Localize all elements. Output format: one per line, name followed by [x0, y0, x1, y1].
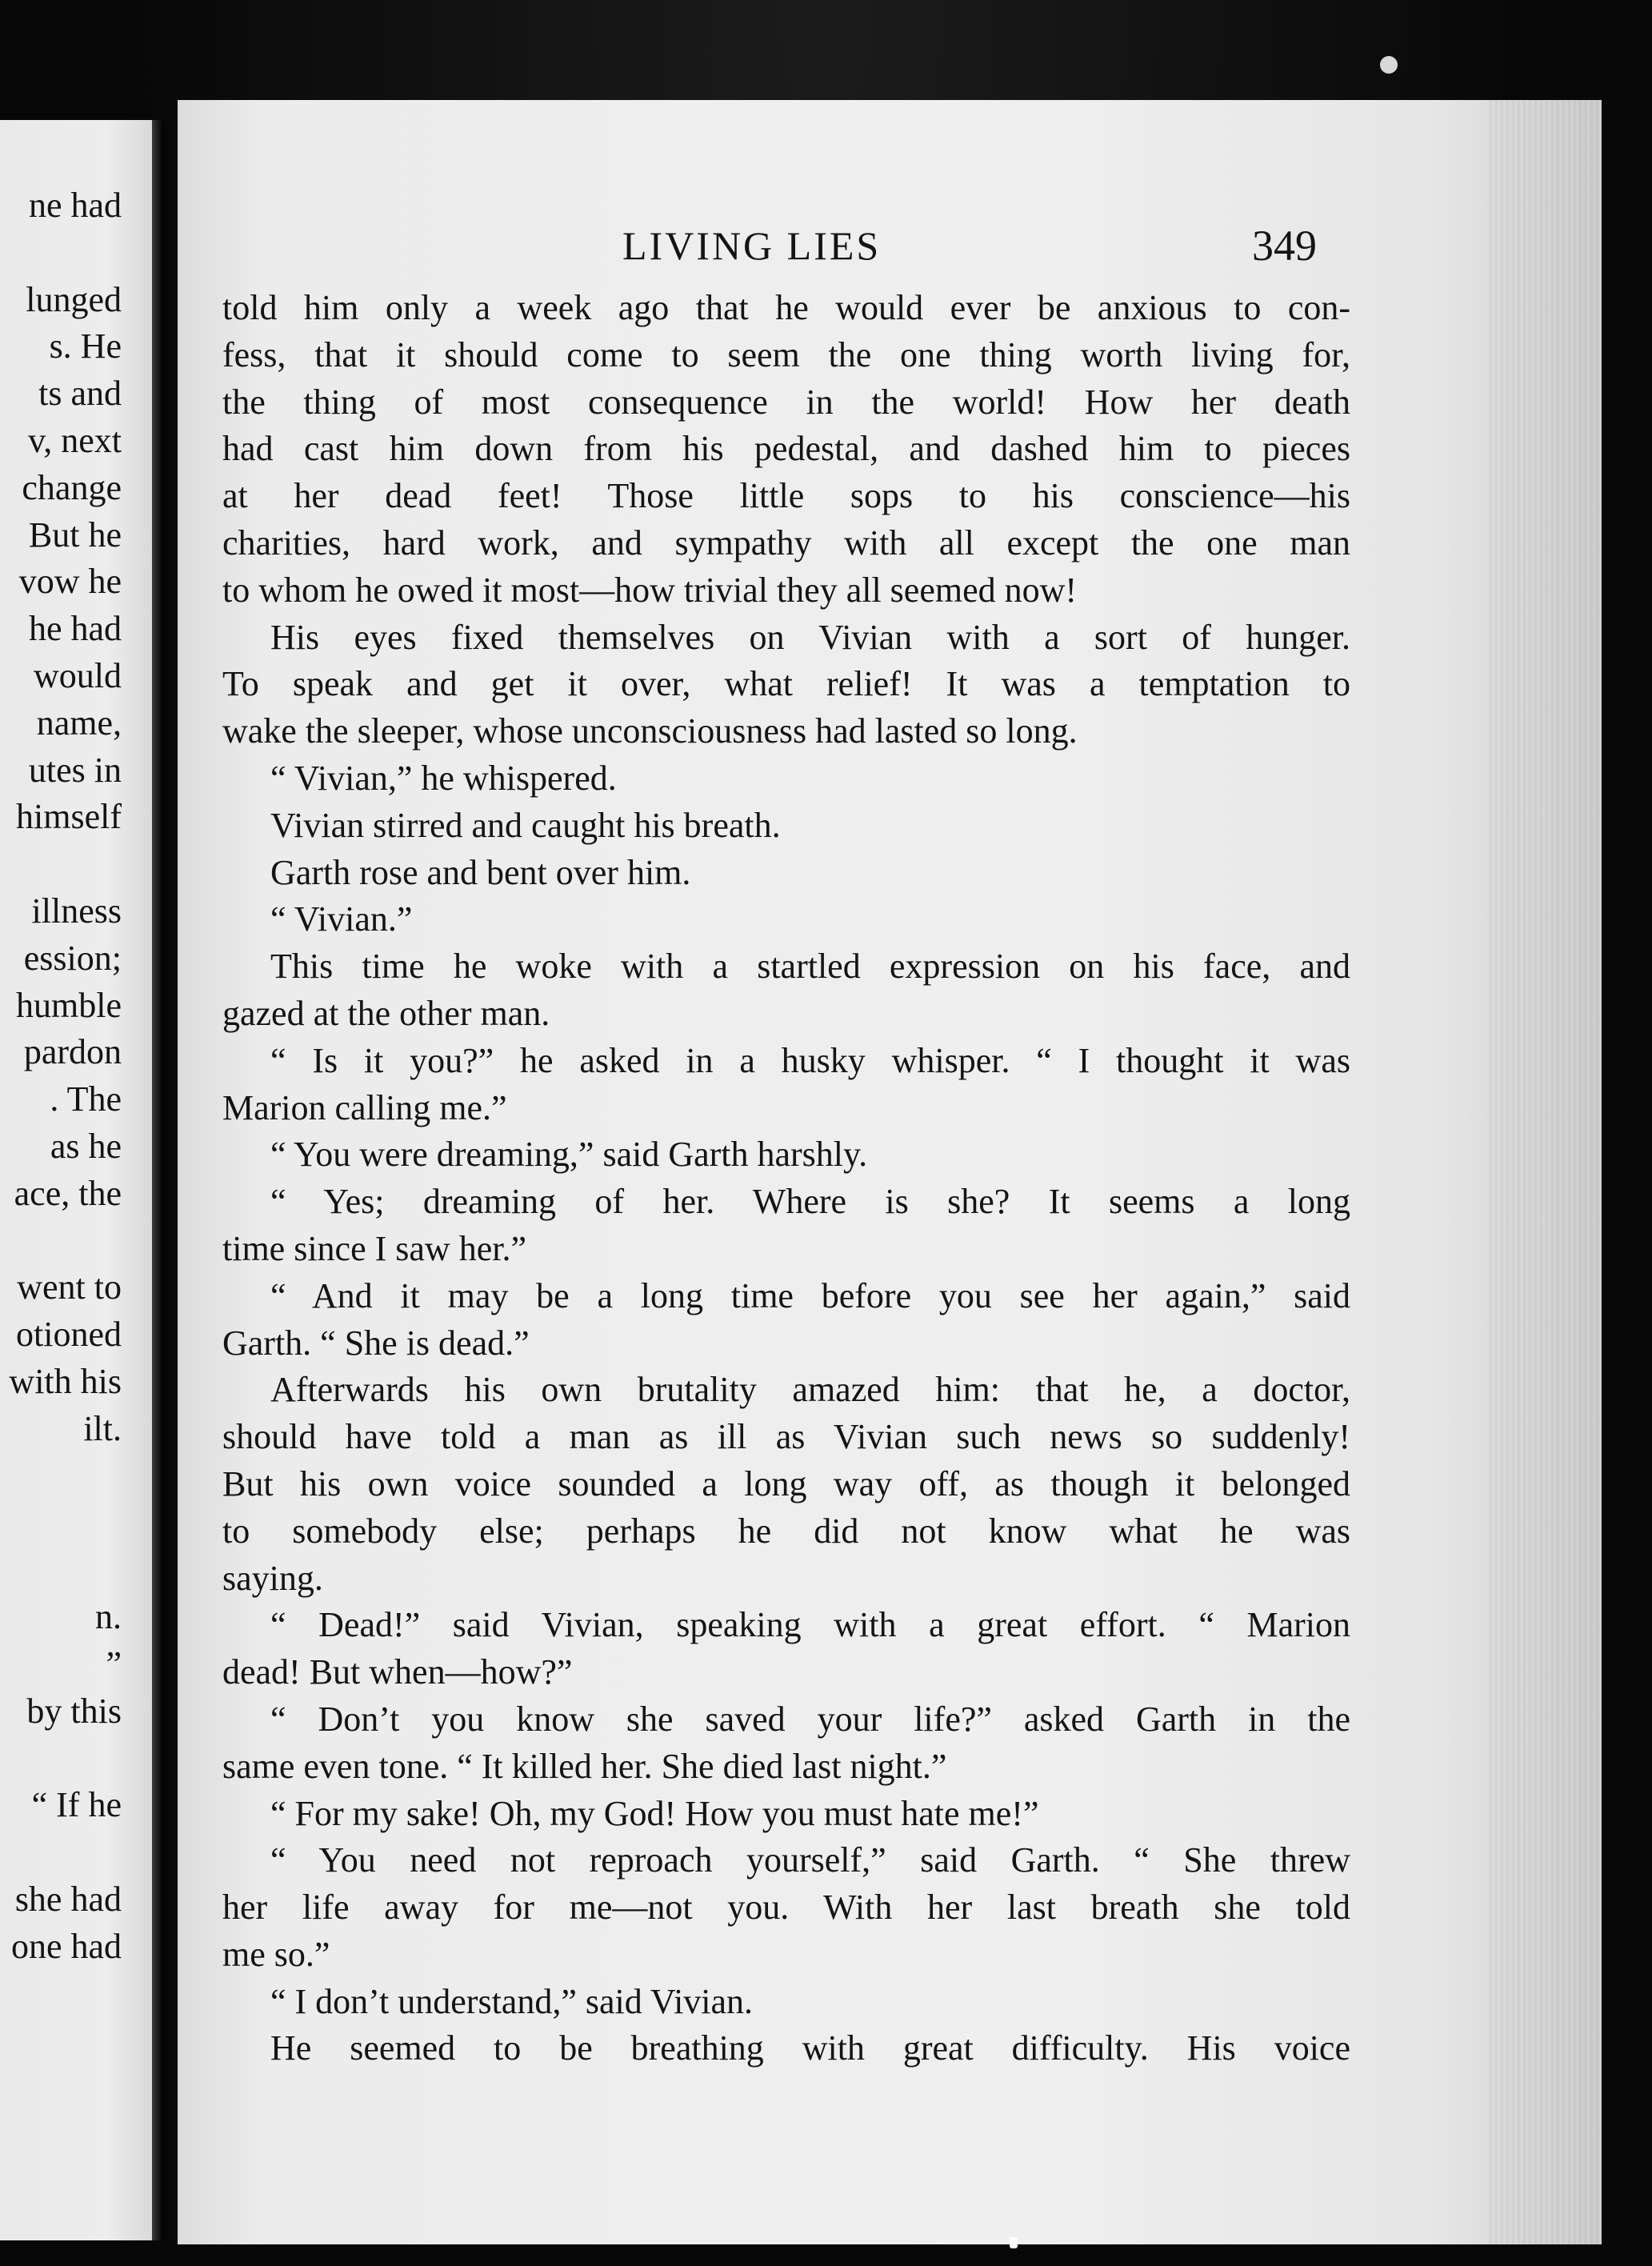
text-line: “ I don’t understand,” said Vivian. — [270, 1981, 754, 2021]
left-page-line: . The — [50, 1079, 122, 1119]
text-line: saying. — [222, 1558, 323, 1598]
left-page-line: one had — [10, 1926, 122, 1966]
page-header — [0, 218, 1652, 274]
left-page-line: s. He — [49, 326, 122, 366]
left-page-line: ilt. — [83, 1408, 122, 1448]
left-page-line: name, — [36, 703, 122, 743]
text-line: her life away for me—not you. With her last breath she told — [222, 1888, 1350, 1928]
text-line: should have told a man as ill as Vivian such news so suddenly! — [222, 1417, 1350, 1457]
text-line: “ Dead!” said Vivian, speaking with a great effort. “ Marion — [270, 1605, 1350, 1645]
text-line: “ Yes; dreaming of her. Where is she? It seems a long — [270, 1182, 1350, 1222]
left-page-line: otioned — [16, 1315, 122, 1355]
left-page-line: But he — [28, 514, 122, 554]
text-line: Afterwards his own brutality amazed him: that he, a doctor, — [270, 1370, 1350, 1410]
left-page-line: ” — [106, 1643, 122, 1683]
text-line: had cast him down from his pedestal, and dashed him to pieces — [222, 429, 1350, 469]
text-line: to whom he owed it most—how trivial they all seemed now! — [222, 570, 1078, 610]
left-page-fragment — [0, 120, 152, 2240]
text-line: “ You were dreaming,” said Garth harshly. — [270, 1135, 868, 1175]
text-line: Marion calling me.” — [222, 1087, 507, 1127]
book-gutter — [152, 120, 178, 2240]
text-line: Garth. “ She is dead.” — [222, 1323, 530, 1363]
left-page-line: humble — [16, 985, 122, 1025]
text-line: Vivian stirred and caught his breath. — [270, 805, 781, 845]
scan-speck — [1380, 56, 1398, 74]
text-line: “ For my sake! Oh, my God! How you must hate me!” — [270, 1793, 1039, 1833]
text-line: “ Vivian.” — [270, 899, 413, 939]
text-line: This time he woke with a startled expression on his face, and — [270, 947, 1350, 987]
text-line: gazed at the other man. — [222, 993, 550, 1033]
left-page-line: with his — [9, 1362, 122, 1401]
left-page-line: n. — [95, 1597, 122, 1636]
text-line: fess, that it should come to seem the one thing worth living for, — [222, 334, 1350, 374]
text-line: “ Vivian,” he whispered. — [270, 758, 617, 798]
page-number: 349 — [1252, 222, 1317, 270]
text-line: Garth rose and bent over him. — [270, 852, 691, 892]
text-line: But his own voice sounded a long way off, as though it belonged — [222, 1463, 1350, 1503]
left-page-line: she had — [14, 1879, 122, 1919]
running-title: LIVING LIES — [622, 223, 882, 268]
left-page-line: “ If he — [31, 1785, 122, 1825]
left-page-line: ession; — [23, 938, 122, 978]
left-page-line: by this — [26, 1691, 122, 1731]
left-page-line: ts and — [38, 374, 122, 414]
text-line: same even tone. “ It killed her. She died last night.” — [222, 1746, 947, 1786]
text-line: me so.” — [222, 1934, 330, 1974]
text-line: “ Don’t you know she saved your life?” asked Garth in the — [270, 1699, 1350, 1739]
left-page-line: vow he — [18, 562, 122, 602]
text-line: wake the sleeper, whose unconsciousness had lasted so long. — [222, 711, 1078, 751]
left-page-line: utes in — [28, 750, 122, 790]
left-page-line: change — [22, 467, 122, 507]
left-page-line: ace, the — [14, 1173, 122, 1213]
text-line: “ Is it you?” he asked in a husky whisper. “ I thought it was — [270, 1040, 1350, 1080]
text-line: To speak and get it over, what relief! It was a temptation to — [222, 664, 1350, 704]
text-line: at her dead feet! Those little sops to his conscience—his — [222, 476, 1350, 516]
text-line: dead! But when—how?” — [222, 1652, 573, 1692]
left-page-line: ne had — [28, 186, 122, 225]
left-page-line: v, next — [28, 421, 122, 460]
text-line: time since I saw her.” — [222, 1228, 526, 1268]
left-page-line: as he — [50, 1127, 122, 1166]
left-page-line: lunged — [26, 279, 122, 319]
left-page-line: would — [34, 656, 122, 695]
left-page-line: went to — [17, 1267, 122, 1307]
left-page-line: himself — [16, 797, 122, 837]
text-line: charities, hard work, and sympathy with all except the one man — [222, 522, 1350, 562]
text-line: His eyes fixed themselves on Vivian with a sort of hunger. — [270, 617, 1350, 657]
text-line: “ And it may be a long time before you see her again,” said — [270, 1275, 1350, 1315]
text-line: told him only a week ago that he would ever be anxious to con- — [222, 288, 1350, 327]
left-page-line: pardon — [23, 1032, 122, 1072]
left-page-line: he had — [28, 609, 122, 649]
left-page-line: illness — [31, 891, 122, 931]
scan-speck — [1010, 2237, 1018, 2248]
text-line: “ You need not reproach yourself,” said Garth. “ She threw — [270, 1840, 1350, 1880]
text-line: the thing of most consequence in the world! How her death — [222, 382, 1350, 422]
body-text — [222, 285, 1350, 2072]
text-line: to somebody else; perhaps he did not know what he was — [222, 1511, 1350, 1551]
text-line: He seemed to be breathing with great difficulty. His voice — [270, 2028, 1350, 2068]
